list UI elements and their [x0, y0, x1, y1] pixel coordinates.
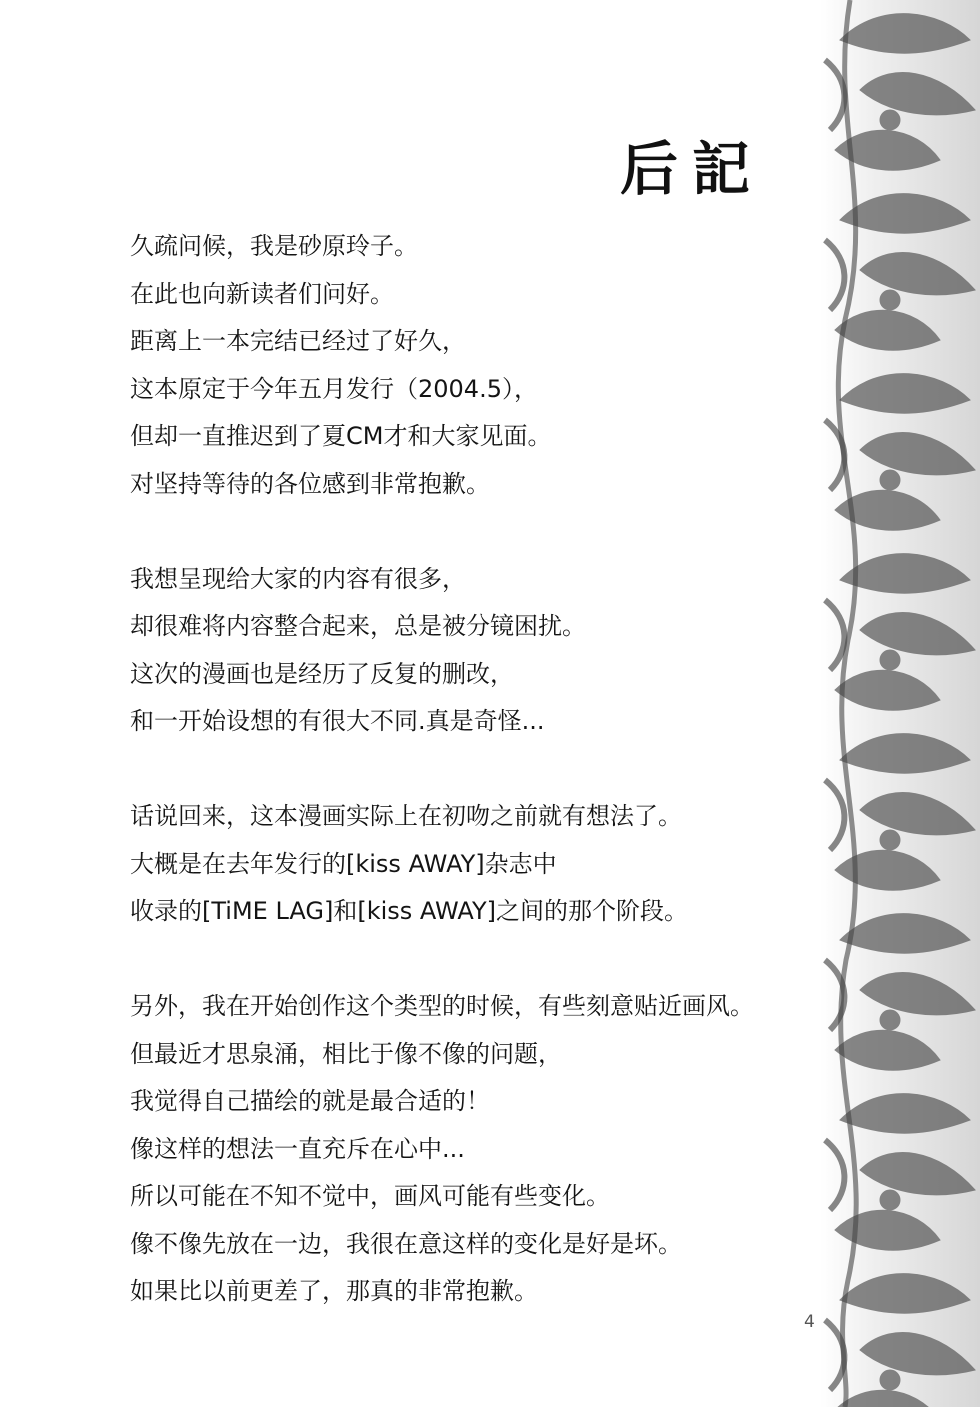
- text-line: 像这样的想法一直充斥在心中...: [130, 1134, 465, 1163]
- text-line: 所以可能在不知不觉中，画风可能有些变化。: [130, 1182, 610, 1210]
- text-line: 收录的[TiME LAG]和[kiss AWAY]之间的那个阶段。: [130, 897, 688, 925]
- text-line: 和一开始设想的有很大不同.真是奇怪...: [130, 707, 545, 735]
- text-line: 但最近才思泉涌，相比于像不像的问题，: [130, 1039, 562, 1068]
- text-line: 在此也向新读者们问好。: [130, 279, 394, 308]
- text-line: 像不像先放在一边，我很在意这样的变化是好是坏。: [130, 1229, 682, 1258]
- text-line: 久疏问候，我是砂原玲子。: [130, 232, 418, 260]
- text-line: 这本原定于今年五月发行（2004.5），: [130, 374, 538, 403]
- page-number: 4: [804, 1312, 815, 1332]
- text-line: 这次的漫画也是经历了反复的删改，: [130, 659, 514, 688]
- text-line: 另外，我在开始创作这个类型的时候，有些刻意贴近画风。: [130, 992, 754, 1020]
- paragraph-gap: [130, 936, 810, 984]
- paragraph-2: [130, 556, 810, 746]
- body-text: [130, 223, 810, 1316]
- text-line: 但却一直推迟到了夏CM才和大家见面。: [130, 422, 552, 450]
- text-line: 距离上一本完结已经过了好久，: [130, 327, 466, 355]
- paragraph-4: [130, 983, 810, 1316]
- paragraph-3: [130, 793, 810, 936]
- paragraph-gap: [130, 746, 810, 794]
- floral-vine-icon: [820, 0, 980, 1407]
- text-line: 如果比以前更差了，那真的非常抱歉。: [130, 1277, 538, 1305]
- text-line: 我觉得自己描绘的就是最合适的！: [130, 1087, 490, 1115]
- text-line: 我想呈现给大家的内容有很多，: [130, 564, 466, 593]
- text-line: 却很难将内容整合起来，总是被分镜困扰。: [130, 612, 586, 640]
- text-line: 对坚持等待的各位感到非常抱歉。: [130, 469, 490, 498]
- page-title: 后記: [620, 135, 765, 203]
- text-line: 话说回来，这本漫画实际上在初吻之前就有想法了。: [130, 802, 682, 830]
- text-line: 大概是在去年发行的[kiss AWAY]杂志中: [130, 849, 557, 878]
- paragraph-1: [130, 223, 810, 508]
- paragraph-gap: [130, 508, 810, 556]
